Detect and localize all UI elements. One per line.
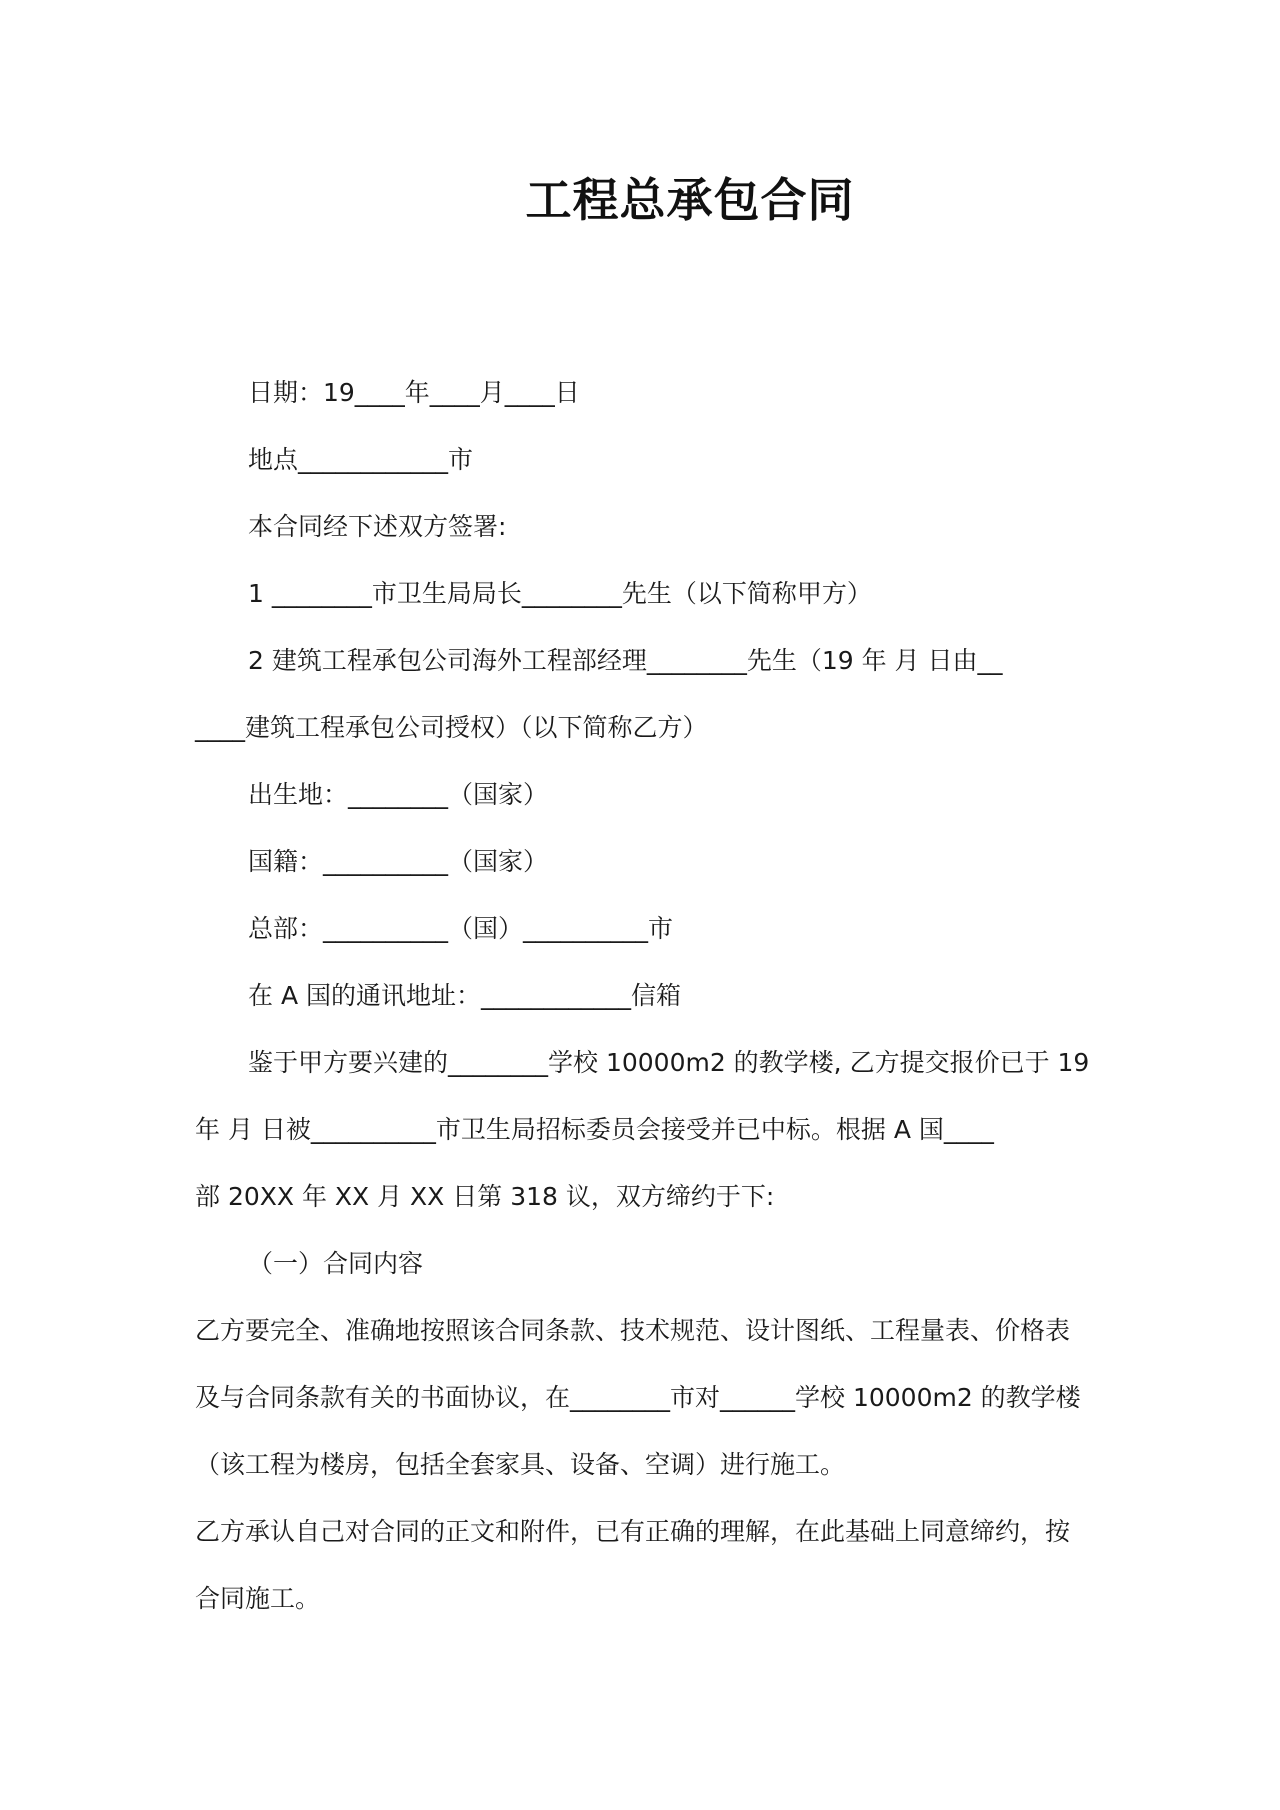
- content-paragraph-line-1: 乙方要完全、准确地按照该合同条款、技术规范、设计图纸、工程量表、价格表: [195, 1316, 1071, 1345]
- content-paragraph-line-2: 及与合同条款有关的书面协议，在________市对______学校 10000m2 的教学楼: [195, 1383, 1081, 1412]
- preamble-line-2: 年 月 日被__________市卫生局招标委员会接受并已中标。根据 A 国____: [195, 1115, 994, 1144]
- party-b-line: 2 建筑工程承包公司海外工程部经理________先生（19 年 月 日由__: [248, 646, 1003, 675]
- document-title: 工程总承包合同: [525, 173, 855, 227]
- signatories-intro: 本合同经下述双方签署:: [248, 512, 507, 541]
- party-a-line: 1 ________市卫生局局长________先生（以下简称甲方）: [248, 579, 872, 608]
- acknowledgement-line-2: 合同施工。: [195, 1584, 321, 1613]
- preamble-line-1: 鉴于甲方要兴建的________学校 10000m2 的教学楼, 乙方提交报价已于 19: [248, 1048, 1090, 1077]
- party-b-line-continued: ____建筑工程承包公司授权）（以下简称乙方）: [195, 713, 708, 742]
- acknowledgement-line-1: 乙方承认自己对合同的正文和附件，已有正确的理解，在此基础上同意缔约，按: [195, 1517, 1071, 1546]
- place-line: 地点____________市: [248, 445, 474, 474]
- date-line: 日期：19____年____月____日: [248, 378, 580, 407]
- mailing-address-line: 在 A 国的通讯地址：____________信箱: [248, 981, 681, 1010]
- section-heading-contract-content: （一）合同内容: [248, 1249, 424, 1278]
- birthplace-line: 出生地：________（国家）: [248, 780, 549, 809]
- preamble-line-3: 部 20XX 年 XX 月 XX 日第 318 议，双方缔约于下:: [195, 1182, 775, 1211]
- content-paragraph-line-3: （该工程为楼房，包括全套家具、设备、空调）进行施工。: [195, 1450, 846, 1479]
- headquarters-line: 总部：__________（国）__________市: [248, 914, 674, 943]
- nationality-line: 国籍：__________（国家）: [248, 847, 549, 876]
